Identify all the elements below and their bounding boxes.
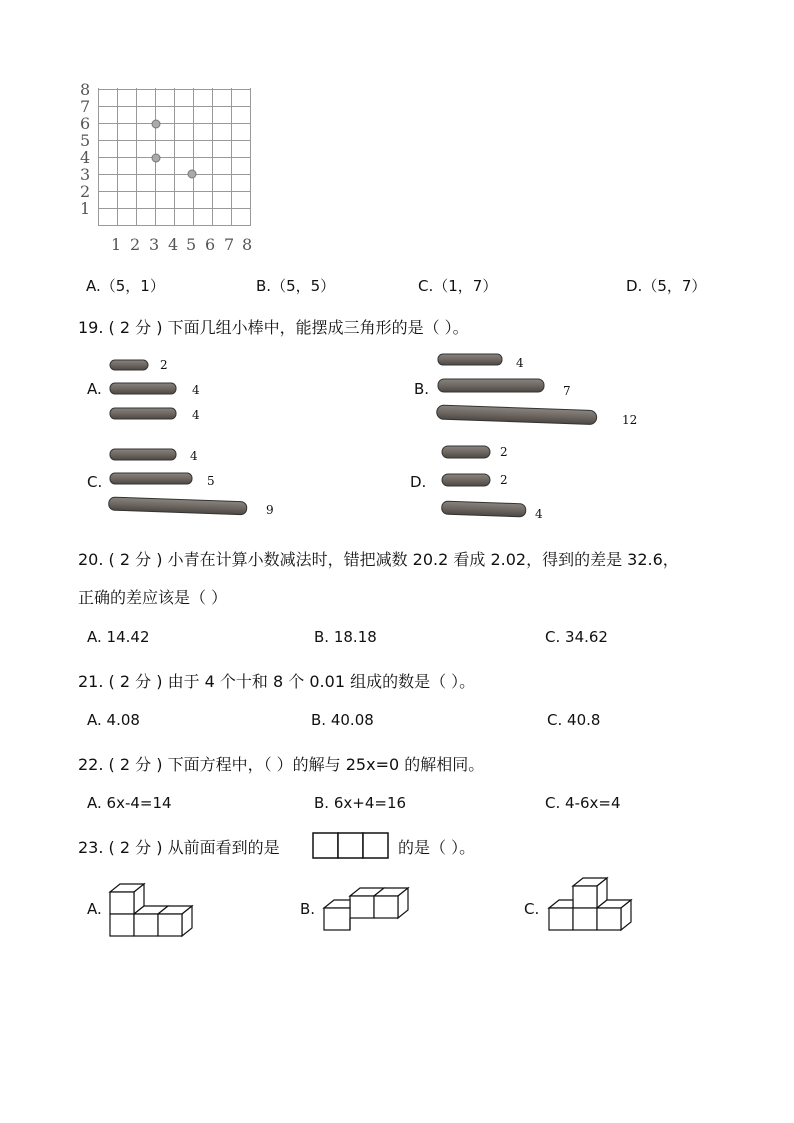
x-label: 8: [242, 235, 253, 254]
x-label: 3: [149, 235, 160, 254]
stick: [110, 408, 176, 419]
y-label: 3: [80, 165, 91, 184]
y-label: 2: [80, 182, 91, 201]
stick-length: 4: [190, 449, 198, 463]
stick-length: 7: [563, 384, 571, 398]
question-number: 22.: [78, 755, 104, 774]
stick-length: 12: [622, 413, 638, 427]
stick-length: 2: [500, 445, 508, 459]
question-text: 小青在计算小数减法时，错把减数 20.2 看成 2.02，得到的差是 32.6，: [167, 550, 679, 569]
option-c[interactable]: C. 4-6x=4: [545, 794, 621, 812]
option-b[interactable]: B. 40.08: [311, 711, 374, 729]
stick: [109, 497, 247, 515]
question-23-after: 的是（ ）。: [398, 838, 476, 857]
question-score: ( 2 分 ): [108, 550, 163, 569]
option-c[interactable]: C. 40.8: [547, 711, 601, 729]
stick-length: 4: [535, 507, 543, 521]
question-number: 23.: [78, 838, 104, 857]
question-number: 20.: [78, 550, 104, 569]
stick-length: 2: [160, 358, 168, 372]
x-label: 1: [111, 235, 122, 254]
question-score: ( 2 分 ): [108, 672, 163, 691]
question-number: 19.: [78, 318, 104, 337]
option-a-label[interactable]: A.: [87, 900, 102, 918]
question-score: ( 2 分 ): [108, 838, 163, 857]
stick: [110, 473, 192, 484]
question-20: [78, 547, 679, 570]
stick-group-a-label[interactable]: A.: [87, 380, 102, 398]
stick: [442, 501, 526, 517]
option-a[interactable]: A. 14.42: [87, 628, 150, 646]
question-21: [78, 669, 475, 692]
stick: [442, 474, 490, 486]
question-20-line2: 正确的差应该是（ ）: [78, 588, 228, 607]
question-score: ( 2 分 ): [108, 755, 163, 774]
question-22: [78, 752, 484, 775]
question-text-before: 从前面看到的是: [167, 838, 280, 857]
y-label: 7: [80, 97, 91, 116]
stick: [437, 405, 597, 425]
option-a[interactable]: A. 4.08: [87, 711, 140, 729]
y-label: 8: [80, 80, 91, 99]
stick-length: 4: [192, 383, 200, 397]
stick: [110, 449, 176, 460]
option-b[interactable]: B.（5，5）: [256, 277, 336, 295]
cube-figure-b: [318, 882, 422, 934]
x-label: 2: [130, 235, 141, 254]
option-d[interactable]: D.（5，7）: [626, 277, 707, 295]
question-score: ( 2 分 ): [108, 318, 163, 337]
stick-length: 5: [207, 474, 215, 488]
option-c[interactable]: C.（1，7）: [418, 277, 498, 295]
option-c[interactable]: C. 34.62: [545, 628, 608, 646]
x-label: 4: [168, 235, 179, 254]
y-label: 5: [80, 131, 91, 150]
option-b-label[interactable]: B.: [300, 900, 316, 918]
y-label: 1: [80, 199, 91, 218]
stick-length: 4: [192, 408, 200, 422]
stick: [442, 446, 490, 458]
stick-group-b-label[interactable]: B.: [414, 380, 430, 398]
stick-length: 9: [266, 503, 274, 517]
option-c-label[interactable]: C.: [524, 900, 540, 918]
question-text: 由于 4 个十和 8 个 0.01 组成的数是（ ）。: [167, 672, 476, 691]
cube-figure-a: [104, 880, 204, 942]
stick-group-d-label[interactable]: D.: [410, 473, 427, 491]
stick: [110, 360, 148, 370]
option-a[interactable]: A.（5，1）: [86, 277, 165, 295]
x-label: 6: [205, 235, 216, 254]
x-label: 7: [224, 235, 235, 254]
cube-figure-c: [543, 876, 647, 942]
stick: [110, 383, 176, 394]
y-label: 6: [80, 114, 91, 133]
option-b[interactable]: B. 6x+4=16: [314, 794, 407, 812]
option-a[interactable]: A. 6x-4=14: [87, 794, 172, 812]
option-b[interactable]: B. 18.18: [314, 628, 377, 646]
y-label: 4: [80, 148, 91, 167]
front-view-squares-icon: [312, 832, 392, 860]
stick: [438, 354, 502, 365]
question-23: [78, 835, 280, 858]
stick-length: 4: [516, 356, 524, 370]
stick-group-c-label[interactable]: C.: [87, 473, 103, 491]
x-label: 5: [186, 235, 197, 254]
stick-length: 2: [500, 473, 508, 487]
question-text: 下面方程中，（ ）的解与 25x=0 的解相同。: [167, 755, 485, 774]
sticks-figure: [0, 0, 794, 540]
question-number: 21.: [78, 672, 104, 691]
stick: [438, 379, 544, 392]
question-text: 下面几组小棒中，能摆成三角形的是（ ）。: [167, 318, 469, 337]
